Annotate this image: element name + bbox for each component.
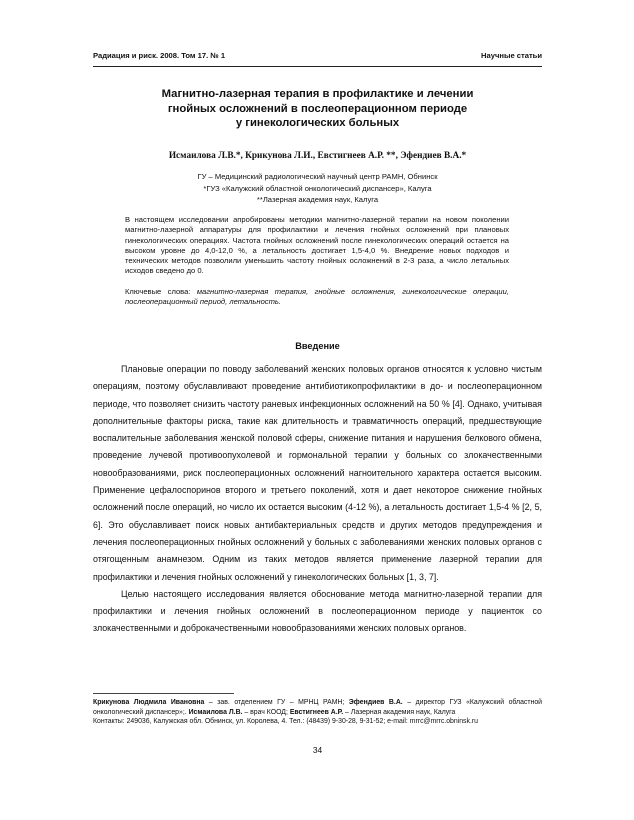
affiliation-line: ГУ – Медицинский радиологический научный центр РАМН, Обнинск [197, 172, 438, 181]
section-label: Научные статьи [481, 51, 542, 60]
title-line: гнойных осложнений в послеоперационном периоде [167, 102, 468, 115]
footnote-rule [93, 693, 234, 694]
title-line: у гинекологических больных [235, 117, 400, 129]
footnote-author-role: – зав. отделением ГУ – МРНЦ РАМН; [204, 699, 349, 706]
keywords [125, 287, 509, 308]
affiliations [93, 171, 542, 206]
footnote-author-role: – Лазерная академия наук, Калуга [343, 708, 456, 716]
footnote-author-name: Эфендиев В.А. [348, 699, 403, 706]
footnote-author-name: Исмаилова Л.В. [188, 708, 243, 716]
footnote-author-name: Крикунова Людмила Ивановна [93, 699, 205, 706]
abstract: В настоящем исследовании апробированы методики магнитно-лазерной терапии на новом поколении магнитно-лазерной аппаратуры для профилактики и лечения гнойных осложнений при плановых гинекологических операциях. Частота гнойных осложнений после гинекологических операций остается на высоком уровне до 4,0-12,0 %, а летальность достигает 1,5-4,0 %. Внедрение новых подходов и технических методов позволили уменьшить частоту гнойных осложнений в 2-3 раза, а число летальных исходов сведено до 0. [125, 215, 509, 276]
footnote-author-role: – врач КООД; [242, 708, 290, 716]
author-list: Исмаилова Л.В.*, Крикунова Л.И., Евстигнеев А.Р. **, Эфендиев В.А.* [168, 151, 467, 161]
footnote [93, 698, 542, 727]
running-header [93, 51, 542, 63]
article-title [93, 87, 542, 131]
footnote-author-role: – директор ГУЗ «Калужский областной онкологический диспансер»;. [93, 699, 542, 716]
paragraph: Плановые операции по поводу заболеваний женских половых органов относятся к условно чистым операциям, поэтому обуславливают проведение антибиотикопрофилактики в до- и послеоперационном периоде, что позволяет снизить частоту раневых инфекционных осложнений на 50 % [4]. Однако, учитывая дополнительные факторы риска, такие как длительность и травматичность операций, предшествующие воспалительные заболевания женской половой сферы, снижение питания и нарушения белкового обмена, проведение лучевой противоопухолевой и гормональной терапии у больных со злокачественными новообразованиями, риск послеоперационных осложнений нагноительного характера остается высоким. Применение цефалоспоринов второго и третьего поколений, хотя и дает некоторое снижение гнойных осложнений после операций, но число их остается высоким (4-12 %), а летальность достигает 1,5-4 % [2, 5, 6]. Это обуславливает поиск новых антибактериальных средств и других методов предупреждения и лечения послеоперационных гнойных осложнений у больных с заболеваниями женских половых органов с отягощенным анамнезом. Одним из таких методов является применение лазерной терапии для профилактики и лечения гнойных осложнений у гинекологических больных [1, 3, 7]. [93, 364, 542, 582]
header-rule [93, 66, 542, 67]
section-heading: Введение [295, 341, 340, 351]
keywords-label: Ключевые слова: [125, 287, 197, 296]
footnote-contacts: Контакты: 249036, Калужская обл. Обнинск, ул. Королева, 4. Тел.: (48439) 9-30-28, 9-31-52; e-mail: mrrc@mrrc.obninsk.ru [93, 718, 478, 726]
keywords-text: магнитно-лазерная терапия, гнойные осложнения, гинекологические операции, послеоперационный период, летальность. [125, 287, 509, 307]
affiliation-line: *ГУЗ «Калужский областной онкологический диспансер», Калуга [203, 183, 432, 193]
journal-citation: Радиация и риск. 2008. Том 17. № 1 [93, 51, 226, 60]
paragraph: Целью настоящего исследования является обоснование метода магнитно-лазерной терапии для профилактики и лечения гнойных осложнений в послеоперационном периоде у пациенток со злокачественными и доброкачественными новообразованиями женских половых органов. [93, 588, 542, 634]
page-number: 34 [312, 745, 323, 755]
title-line: Магнитно-лазерная терапия в профилактике и лечении [161, 88, 474, 100]
affiliation-line: **Лазерная академия наук, Калуга [256, 195, 379, 204]
footnote-author-name: Евстигнеев А.Р. [289, 708, 344, 716]
body-text [93, 361, 542, 638]
footnote-authors [93, 698, 542, 717]
